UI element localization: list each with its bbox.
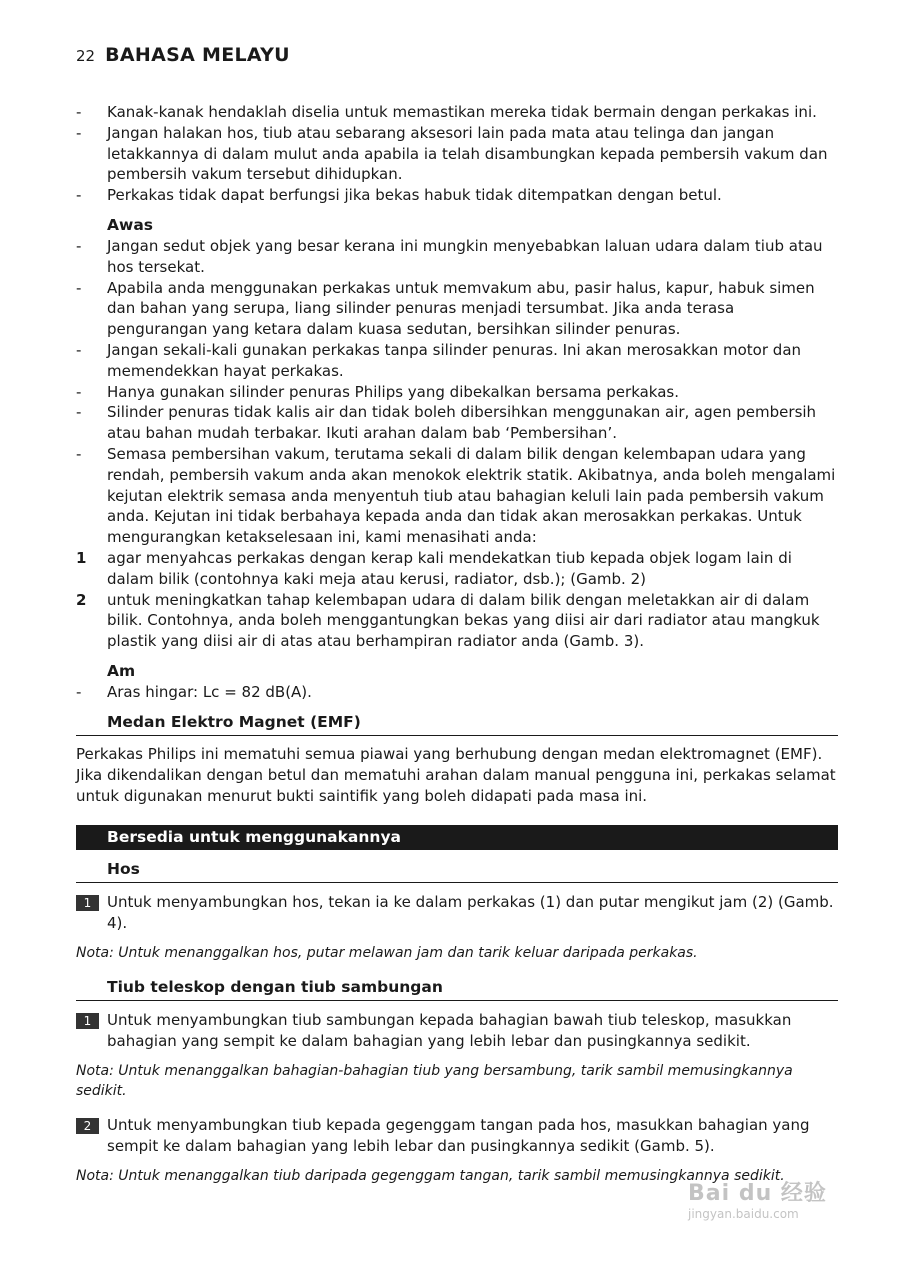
watermark-url: jingyan.baidu.com (688, 1207, 799, 1221)
list-item (76, 185, 838, 206)
page-header (76, 44, 290, 66)
list-item (76, 444, 838, 548)
step-number-badge: 2 (76, 1118, 99, 1134)
list-item (76, 123, 838, 185)
list-item-text: agar menyahcas perkakas dengan kerap kali mendekatkan tiub kepada objek logam lain di dalam bilik (contohnya kaki meja atau kerusi, radiator, dsb.); (Gamb. 2) (107, 548, 792, 588)
item-number: 2 (76, 590, 87, 609)
bullet-dash: - (76, 278, 82, 297)
list-item-text: Perkakas tidak dapat berfungsi jika bekas habuk tidak ditempatkan dengan betul. (107, 186, 722, 205)
am-list (76, 682, 838, 703)
bullet-dash: - (76, 236, 82, 255)
section-title-bar: Bersedia untuk menggunakannya (76, 825, 838, 850)
bullet-dash: - (76, 682, 82, 701)
step-item (76, 1115, 838, 1157)
list-item (76, 340, 838, 382)
list-item-text: Semasa pembersihan vakum, terutama sekali di dalam bilik dengan kelembapan udara yang rendah, pembersih vakum anda akan menokok elektrik statik. Akibatnya, anda boleh mengalami kejutan elektrik semasa anda menyentuh tiub atau bahagian keluli lain pada pembersih vakum anda. Kejutan ini tidak berbahaya kepada anda dan tidak akan merosakkan perkakas. Untuk mengurangkan ketakselesaan ini, kami menasihati anda: (107, 444, 836, 547)
tiub-heading: Tiub teleskop dengan tiub sambungan (76, 977, 838, 1001)
step-item (76, 1010, 838, 1052)
list-item (76, 236, 838, 278)
list-item-text: Jangan sedut objek yang besar kerana ini mungkin menyebabkan laluan udara dalam tiub atau hos tersekat. (107, 236, 823, 276)
note-text: Nota: Untuk menanggalkan tiub daripada gegenggam tangan, tarik sambil memusingkannya sedikit. (76, 1167, 785, 1184)
bullet-dash: - (76, 382, 82, 401)
awas-list (76, 236, 838, 652)
list-item-text: Kanak-kanak hendaklah diselia untuk memastikan mereka tidak bermain dengan perkakas ini. (107, 103, 817, 121)
hos-heading: Hos (76, 859, 838, 883)
bullet-dash: - (76, 403, 82, 422)
page-language-title: BAHASA MELAYU (105, 44, 290, 66)
step-number-badge: 1 (76, 895, 99, 911)
list-item (76, 278, 838, 340)
bullet-dash: - (76, 340, 82, 359)
bullet-dash: - (76, 103, 82, 121)
am-heading: Am (107, 661, 136, 680)
intro-list (76, 102, 838, 206)
baidu-watermark (688, 1176, 828, 1224)
list-item-text: Hanya gunakan silinder penuras Philips yang dibekalkan bersama perkakas. (107, 382, 680, 401)
numbered-item (76, 548, 838, 590)
list-item-text: Jangan sekali-kali gunakan perkakas tanpa silinder penuras. Ini akan merosakkan motor dan memendekkan hayat perkakas. (107, 340, 802, 380)
numbered-item (76, 590, 838, 652)
note-text: Nota: Untuk menanggalkan hos, putar melawan jam dan tarik keluar daripada perkakas. (76, 944, 698, 961)
bullet-dash: - (76, 444, 82, 463)
emf-heading: Medan Elektro Magnet (EMF) (76, 712, 838, 736)
step-text: Untuk menyambungkan hos, tekan ia ke dalam perkakas (1) dan putar mengikut jam (2) (Gamb. 4). (107, 892, 834, 932)
bullet-dash: - (76, 186, 82, 205)
list-item (76, 382, 838, 403)
step-number-badge: 1 (76, 1013, 99, 1029)
list-item-text: Apabila anda menggunakan perkakas untuk memvakum abu, pasir halus, kapur, habuk simen dan bahan yang serupa, liang silinder penuras menjadi tersumbat. Jika anda terasa pengurangan yang ketara dalam kuasa sedutan, bersihkan silinder penuras. (107, 278, 815, 339)
bullet-dash: - (76, 123, 82, 142)
page-number: 22 (76, 47, 96, 65)
step-text: Untuk menyambungkan tiub sambungan kepada bahagian bawah tiub teleskop, masukkan bahagian yang sempit ke dalam bahagian yang lebih lebar dan pusingkannya sedikit. (107, 1010, 792, 1050)
watermark-brand: Bai du 经验 (688, 1181, 827, 1206)
step-text: Untuk menyambungkan tiub kepada gegenggam tangan pada hos, masukkan bahagian yang sempit ke dalam bahagian yang lebih lebar dan pusingkannya sedikit (Gamb. 5). (107, 1115, 810, 1155)
list-item-text: untuk meningkatkan tahap kelembapan udara di dalam bilik dengan meletakkan air di dalam bilik. Contohnya, anda boleh menggantungkan bekas yang diisi air dari radiator atau mangkuk plastik yang diisi air di atas atau berhampiran radiator anda (Gamb. 3). (107, 590, 820, 651)
awas-heading: Awas (107, 215, 154, 234)
emf-paragraph: Perkakas Philips ini mematuhi semua piawai yang berhubung dengan medan elektromagnet (EMF). Jika dikendalikan dengan betul dan mematuhi arahan dalam manual pengguna ini, perkakas selamat untuk digunakan menurut bukti saintifik yang boleh didapati pada masa ini. (76, 744, 836, 805)
step-item (76, 892, 838, 934)
list-item (76, 682, 838, 703)
note-text: Nota: Untuk menanggalkan bahagian-bahagian tiub yang bersambung, tarik sambil memusingkannya sedikit. (76, 1062, 793, 1099)
list-item-text: Jangan halakan hos, tiub atau sebarang aksesori lain pada mata atau telinga dan jangan letakkannya di dalam mulut anda apabila ia telah disambungkan kepada pembersih vakum dan pembersih vakum tersebut dihidupkan. (107, 123, 828, 184)
list-item-text: Silinder penuras tidak kalis air dan tidak boleh dibersihkan menggunakan air, agen pembersih atau bahan mudah terbakar. Ikuti arahan dalam bab ‘Pembersihan’. (107, 403, 817, 443)
item-number: 1 (76, 548, 87, 567)
list-item-text: Aras hingar: Lc = 82 dB(A). (107, 682, 312, 701)
list-item (76, 102, 838, 123)
list-item (76, 402, 838, 444)
page-content (76, 102, 838, 1200)
